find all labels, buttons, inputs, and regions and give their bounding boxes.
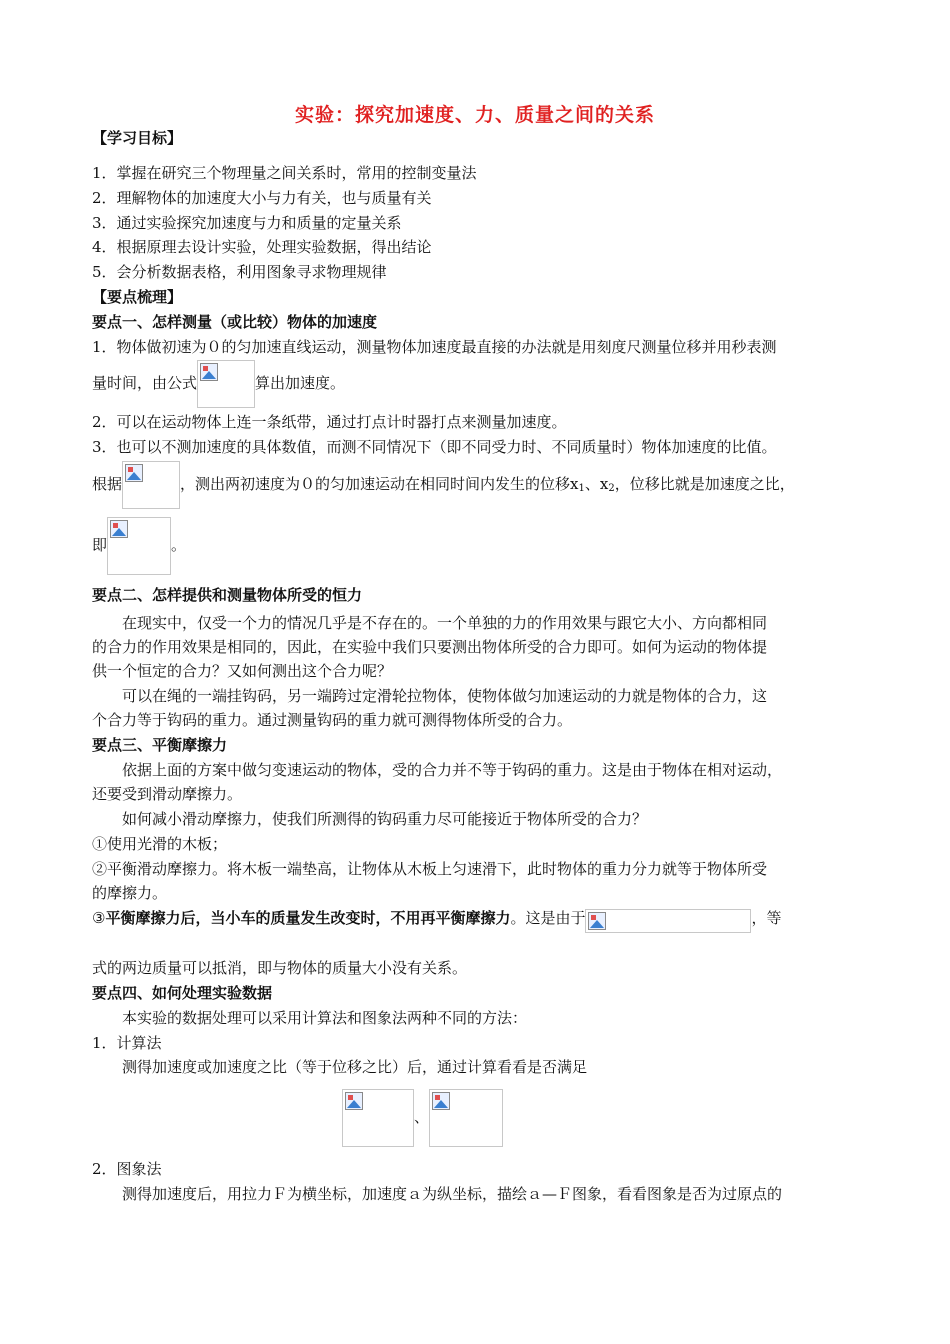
paragraph-line: 1．物体做初速为０的匀加速直线运动，测量物体加速度最直接的办法就是用刻度尺测量位移并用秒表测 [92,338,777,356]
formula-image [342,1089,414,1147]
variable-x1: x [570,475,579,493]
text-span: ，等 [751,909,782,927]
paragraph-line: ②平衡滑动摩擦力。将木板一端垫高，让物体从木板上匀速滑下，此时物体的重力分力就等于物体所受 [92,860,768,878]
broken-image-icon [200,363,218,381]
broken-image-icon [432,1092,450,1110]
text-span: 、 [584,475,600,493]
paragraph-line: 2．图象法 [92,1160,162,1178]
bold-text: 平衡摩擦力后，当小车的质量发生改变时，不用再平衡摩擦力 [105,909,511,927]
formula-image [429,1089,503,1147]
paragraph-line: 供一个恒定的合力？又如何测出这个合力呢？ [92,662,393,680]
paragraph-line: 本实验的数据处理可以采用计算法和图象法两种不同的方法： [122,1009,528,1027]
paragraph-line: 1．计算法 [92,1034,162,1052]
goals-header: 【学习目标】 [92,129,183,147]
paragraph-line: 在现实中，仅受一个力的情况几乎是不存在的。一个单独的力的作用效果与跟它大小、方向都相同 [122,614,768,632]
paragraph-line: 还要受到滑动摩擦力。 [92,785,243,803]
page-title: 实验：探究加速度、力、质量之间的关系 [294,104,655,126]
text-span: 量时间，由公式 [92,374,198,392]
paragraph-line: 式的两边质量可以抵消，即与物体的质量大小没有关系。 [92,959,468,977]
text-span: ，测出两初速度为０的匀加速运动在相同时间内发生的位移 [180,475,571,493]
goal-item: 5．会分析数据表格，利用图象寻求物理规律 [92,263,387,281]
subscript: 2 [608,483,615,494]
paragraph-line [92,358,870,408]
text-span: 根据 [92,475,123,493]
paragraph-line: 的合力的作用效果是相同的，因此，在实验中我们只要测出物体所受的合力即可。如何为运动的物体提 [92,638,768,656]
text-span: 算出加速度。 [255,374,346,392]
section-heading: 要点二、怎样提供和测量物体所受的恒力 [92,586,363,604]
goal-item: 1．掌握在研究三个物理量之间关系时，常用的控制变量法 [92,164,477,182]
text-span: 即 [92,536,108,554]
paragraph-line: 可以在绳的一端挂钩码，另一端跨过定滑轮拉物体，使物体做匀加速运动的力就是物体的合力，这 [122,687,768,705]
goal-item: 3．通过实验探究加速度与力和质量的定量关系 [92,214,402,232]
broken-image-icon [125,464,143,482]
paragraph-line [92,907,870,933]
broken-image-icon [588,912,606,930]
subscript: 1 [578,483,585,494]
broken-image-icon [110,520,128,538]
text-span: 。这是由于 [510,909,586,927]
paragraph-line: 如何减小滑动摩擦力，使我们所测得的钩码重力尽可能接近于物体所受的合力？ [122,810,648,828]
paragraph-line [92,516,870,575]
section-heading: 要点四、如何处理实验数据 [92,984,273,1002]
text-span: ，位移比就是加速度之比， [614,475,795,493]
formula-image [585,909,751,933]
broken-image-icon [345,1092,363,1110]
paragraph-line: 测得加速度或加速度之比（等于位移之比）后，通过计算看看是否满足 [122,1058,588,1076]
points-header: 【要点梳理】 [92,288,183,306]
goal-item: 2．理解物体的加速度大小与力有关，也与质量有关 [92,189,432,207]
formula-row [342,1088,870,1147]
paragraph-line: ①使用光滑的木板； [92,835,228,853]
paragraph-line [92,459,870,514]
paragraph-line: 测得加速度后，用拉力Ｆ为横坐标，加速度ａ为纵坐标，描绘ａ—Ｆ图象，看看图象是否为过原点的 [122,1185,783,1203]
paragraph-line: 的摩擦力。 [92,884,168,902]
formula-image [122,461,180,509]
section-heading: 要点三、平衡摩擦力 [92,736,228,754]
paragraph-line: 依据上面的方案中做匀变速运动的物体，受的合力并不等于钩码的重力。这是由于物体在相对运动， [122,761,783,779]
formula-image [197,360,255,408]
goal-item: 4．根据原理去设计实验，处理实验数据，得出结论 [92,238,432,256]
paragraph-line: 个合力等于钩码的重力。通过测量钩码的重力就可测得物体所受的合力。 [92,711,573,729]
text-span: 。 [171,536,187,554]
paragraph-line: 3．也可以不测加速度的具体数值，而测不同情况下（即不同受力时、不同质量时）物体加速度的比值。 [92,438,777,456]
variable-x2: x [599,475,609,493]
formula-image [107,517,171,575]
paragraph-line: 2．可以在运动物体上连一条纸带，通过打点计时器打点来测量加速度。 [92,413,567,431]
section-heading: 要点一、怎样测量（或比较）物体的加速度 [92,313,378,331]
text-span: ③ [92,909,106,927]
text-span: 、 [414,1108,430,1126]
